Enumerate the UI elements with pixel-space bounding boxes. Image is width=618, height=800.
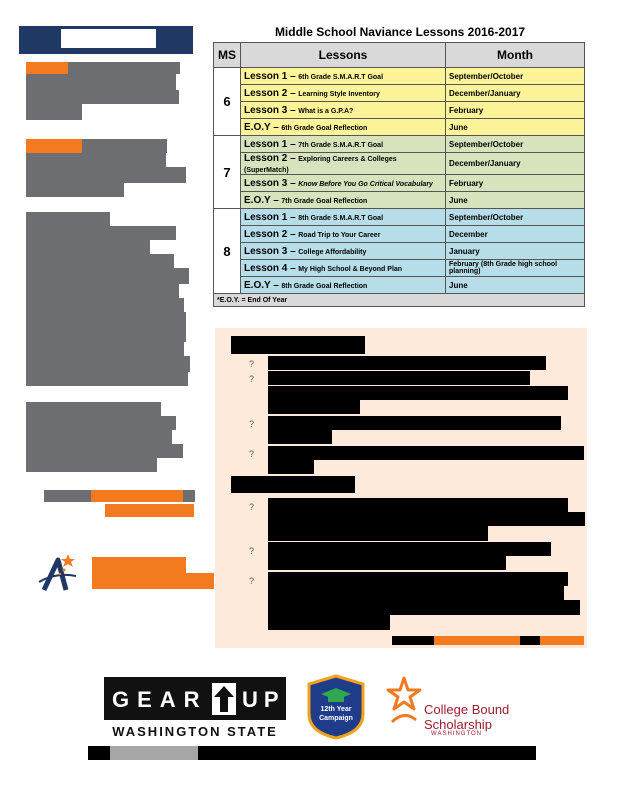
bullet-icon: ? xyxy=(249,576,255,586)
lessons-header: Lessons xyxy=(241,43,446,68)
month-header: Month xyxy=(446,43,585,68)
bullet-icon: ? xyxy=(249,419,255,429)
table-row: E.O.Y – 8th Grade Goal Reflection June xyxy=(214,277,585,294)
bullet-icon: ? xyxy=(249,502,255,512)
table-row: 6 Lesson 1 – 6th Grade S.M.A.R.T Goal September/October xyxy=(214,68,585,85)
table-header-row xyxy=(214,43,585,68)
table-row: Lesson 2 – Exploring Careers & Colleges (SuperMatch) December/January xyxy=(214,153,585,175)
table-row: 8 Lesson 1 – 8th Grade S.M.A.R.T Goal September/October xyxy=(214,209,585,226)
gear-up-logo: GEAR UP WASHINGTON STATE xyxy=(104,677,286,741)
grade-cell: 7 xyxy=(214,136,241,209)
grade-cell: 6 xyxy=(214,68,241,136)
table-row: Lesson 2 – Road Trip to Your Career December xyxy=(214,226,585,243)
table-row: Lesson 3 – College Affordability January xyxy=(214,243,585,260)
sidebar-header xyxy=(19,26,193,54)
college-bound-logo: College Bound Scholarship WASHINGTON xyxy=(386,674,526,740)
table-row: Lesson 3 – Know Before You Go Critical Vocabulary February xyxy=(214,175,585,192)
achievers-logo-icon xyxy=(36,552,96,594)
bullet-icon: ? xyxy=(249,449,255,459)
ms-header: MS xyxy=(214,43,241,68)
page-title: Middle School Naviance Lessons 2016-2017 xyxy=(274,25,526,39)
up-arrow-icon xyxy=(212,683,236,715)
bullet-icon: ? xyxy=(249,546,255,556)
lessons-table xyxy=(213,42,585,307)
footnote: *E.O.Y. = End Of Year xyxy=(214,294,585,307)
table-row: 7 Lesson 1 – 7th Grade S.M.A.R.T Goal September/October xyxy=(214,136,585,153)
table-footnote-row xyxy=(214,294,585,307)
star-person-icon xyxy=(386,676,426,726)
bullet-icon: ? xyxy=(249,374,255,384)
table-row: E.O.Y – 6th Grade Goal Reflection June xyxy=(214,119,585,136)
bullet-icon: ? xyxy=(249,359,255,369)
table-row: Lesson 3 – What is a G.P.A? February xyxy=(214,102,585,119)
table-row: Lesson 4 – My High School & Beyond Plan February (8th Grade high school planning) xyxy=(214,260,585,277)
table-row: Lesson 2 – Learning Style Inventory December/January xyxy=(214,85,585,102)
grade-cell: 8 xyxy=(214,209,241,294)
campaign-badge: 12th Year Campaign xyxy=(305,674,367,740)
table-row: E.O.Y – 7th Grade Goal Reflection June xyxy=(214,192,585,209)
